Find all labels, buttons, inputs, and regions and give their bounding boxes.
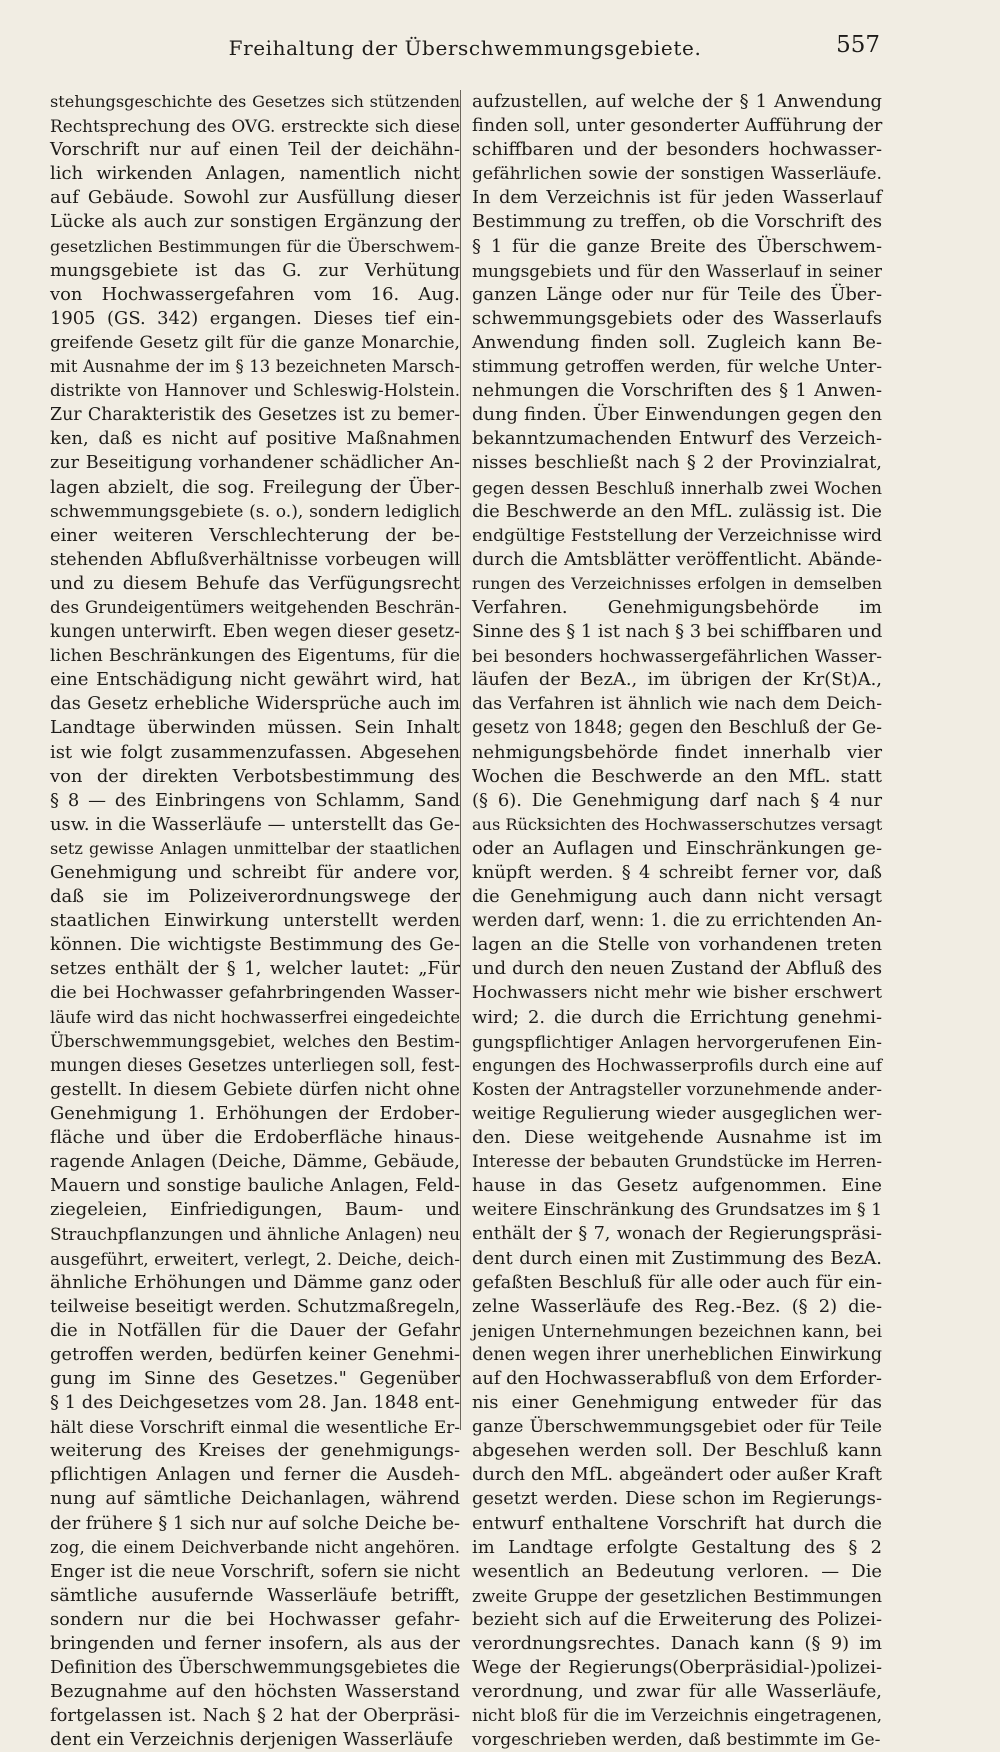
page-header bbox=[50, 32, 880, 72]
text-line: den. Diese weitgehende Ausnahme ist im bbox=[472, 1127, 882, 1149]
text-line: mungsgebiete ist das G. zur Verhütung bbox=[50, 259, 460, 281]
text-line: nung auf sämtliche Deichanlagen, während bbox=[50, 1488, 460, 1510]
text-line: enthält der § 7, wonach der Regierungspräsi- bbox=[472, 1224, 882, 1245]
text-line: Strauchpflanzungen und ähnliche Anlagen) neu bbox=[50, 1224, 460, 1245]
text-line: kungen unterwirft. Eben wegen dieser gesetz- bbox=[50, 622, 460, 643]
text-line: hält diese Vorschrift einmal die wesentliche Er- bbox=[50, 1417, 460, 1438]
text-line: bekanntzumachenden Entwurf des Verzeich- bbox=[472, 428, 882, 450]
text-line: bringenden und ferner insofern, als aus der bbox=[50, 1633, 460, 1654]
text-line: teilweise beseitigt werden. Schutzmaßregeln, bbox=[50, 1296, 461, 1317]
text-line: Rechtsprechung des OVG. erstreckte sich diese bbox=[50, 116, 460, 137]
page-number: 557 bbox=[836, 32, 880, 58]
text-line: verordnungsrechtes. Danach kann (§ 9) im bbox=[472, 1633, 882, 1654]
text-line: Definition des Überschwemmungsgebietes die bbox=[50, 1658, 461, 1679]
text-line: und zu diesem Behufe das Verfügungsrecht bbox=[50, 572, 460, 594]
text-line: Anwendung finden soll. Zugleich kann Be- bbox=[472, 331, 882, 353]
text-line: nicht bloß für die im Verzeichnis eingetragenen, bbox=[472, 1706, 882, 1726]
text-line: lichen Beschränkungen des Eigentums, für die bbox=[50, 646, 460, 667]
text-line: Verfahren. Genehmigungsbehörde im bbox=[472, 596, 882, 618]
text-line: ken, daß es nicht auf positive Maßnahmen bbox=[50, 428, 460, 450]
text-line: greifende Gesetz gilt für die ganze Monarchie, bbox=[50, 332, 460, 353]
text-line: getroffen werden, bedürfen keiner Genehmi- bbox=[50, 1343, 460, 1365]
text-line: Kosten der Antragsteller vorzunehmende ander- bbox=[472, 1079, 882, 1099]
text-line: verordnung, und zwar für alle Wasserläufe, bbox=[472, 1681, 882, 1703]
text-line: engungen des Hochwasserprofils durch eine auf bbox=[472, 1055, 882, 1075]
text-line: ziegeleien, Einfriedigungen, Baum- und bbox=[50, 1199, 460, 1221]
text-line: mungsgebiets und für den Wasserlauf in seiner bbox=[472, 260, 882, 281]
text-line: mungen dieses Gesetzes unterliegen soll, fest- bbox=[50, 1055, 460, 1076]
text-line: die bei Hochwasser gefahrbringenden Wasser- bbox=[50, 983, 460, 1004]
text-line: Wochen die Beschwerde an den MfL. statt bbox=[472, 765, 882, 787]
text-line: zelne Wasserläufe des Reg.-Bez. (§ 2) die- bbox=[472, 1295, 882, 1317]
text-line: Vorschrift nur auf einen Teil der deichähn- bbox=[50, 139, 460, 161]
text-line: von Hochwassergefahren vom 16. Aug. bbox=[50, 283, 460, 305]
text-line: Mauern und sonstige bauliche Anlagen, Feld- bbox=[50, 1176, 460, 1197]
text-line: setzes enthält der § 1, welcher lautet: „Für bbox=[50, 958, 460, 980]
text-line: der frühere § 1 sich nur auf solche Deiche be- bbox=[50, 1513, 460, 1534]
text-line: ist wie folgt zusammenzufassen. Abgesehen bbox=[50, 741, 460, 763]
text-line: finden soll, unter gesonderter Aufführung der bbox=[472, 116, 883, 137]
text-line: im Landtage erfolgte Gestaltung des § 2 bbox=[472, 1536, 882, 1558]
text-line: gungspflichtiger Anlagen hervorgerufenen Ein- bbox=[472, 1031, 882, 1052]
text-line: schiffbaren und der besonders hochwasser- bbox=[472, 139, 882, 161]
text-line: auf Gebäude. Sowohl zur Ausfüllung dieser bbox=[50, 187, 460, 209]
right-column bbox=[472, 90, 882, 1752]
text-line: Sinne des § 1 ist nach § 3 bei schiffbaren und bbox=[472, 621, 883, 643]
column-divider bbox=[460, 90, 461, 1430]
text-line: fortgelassen ist. Nach § 2 hat der Oberpräsi- bbox=[50, 1705, 460, 1727]
text-line: Interesse der bebauten Grundstücke im Herren- bbox=[472, 1152, 882, 1172]
text-line: knüpft werden. § 4 schreibt ferner vor, daß bbox=[472, 862, 882, 883]
running-title: Freihaltung der Überschwemmungsgebiete. bbox=[228, 36, 702, 60]
text-line: und durch den neuen Zustand der Abfluß des bbox=[472, 959, 882, 980]
text-line: Bezugnahme auf den höchsten Wasserstand bbox=[50, 1681, 460, 1703]
text-line: gesetzt werden. Diese schon im Regierungs- bbox=[472, 1488, 882, 1510]
text-line: des Grundeigentümers weitgehenden Beschrän- bbox=[50, 597, 460, 617]
text-line: zweite Gruppe der gesetzlichen Bestimmungen bbox=[472, 1585, 882, 1606]
text-line: hause in das Gesetz aufgenommen. Eine bbox=[472, 1175, 882, 1197]
text-line: schwemmungsgebiete (s. o.), sondern lediglich bbox=[50, 501, 460, 522]
text-line: gefährlichen sowie der sonstigen Wasserläufe. bbox=[472, 164, 882, 185]
text-line: vorgeschrieben werden, daß bestimmte im Ge- bbox=[472, 1730, 881, 1751]
text-line: dung finden. Über Einwendungen gegen den bbox=[472, 404, 882, 426]
text-line: staatlichen Einwirkung unterstellt werden bbox=[50, 910, 460, 932]
text-line: wird; 2. die durch die Errichtung genehmi- bbox=[472, 1006, 882, 1028]
text-line: Überschwemmungsgebiet, welches den Bestim- bbox=[50, 1031, 460, 1051]
text-line: nis einer Genehmigung entweder für das bbox=[472, 1392, 882, 1414]
text-line: ausgeführt, erweitert, verlegt, 2. Deiche, deich- bbox=[50, 1248, 460, 1269]
text-line: nehmungen die Vorschriften des § 1 Anwen- bbox=[472, 380, 882, 402]
text-line: einer weiteren Verschlechterung der be- bbox=[50, 524, 460, 546]
text-line: von der direkten Verbotsbestimmung des bbox=[50, 765, 460, 787]
text-line: gesetzlichen Bestimmungen für die Überschwem- bbox=[50, 236, 460, 256]
text-line: Wege der Regierungs(Oberpräsidial-)polizei- bbox=[472, 1657, 882, 1679]
text-line: Lücke als auch zur sonstigen Ergänzung der bbox=[50, 211, 460, 233]
text-line: auf den Hochwasserabfluß von dem Erforder- bbox=[472, 1368, 882, 1389]
text-line: lich wirkenden Anlagen, namentlich nicht bbox=[50, 163, 460, 185]
text-line: § 1 für die ganze Breite des Überschwem- bbox=[472, 235, 882, 257]
text-line: Genehmigung 1. Erhöhungen der Erdober- bbox=[50, 1102, 460, 1124]
text-line: nisses beschließt nach § 2 der Provinzialrat, bbox=[472, 452, 882, 474]
text-line: eine Entschädigung nicht gewährt wird, hat bbox=[50, 669, 460, 691]
text-line: wesentlich an Bedeutung verloren. — Die bbox=[472, 1560, 882, 1582]
text-line: die Genehmigung auch dann nicht versagt bbox=[472, 886, 882, 908]
text-line: können. Die wichtigste Bestimmung des Ge- bbox=[50, 934, 460, 956]
text-line: ähnliche Erhöhungen und Dämme ganz oder bbox=[50, 1271, 460, 1293]
text-line: zur Beseitigung vorhandener schädlicher An- bbox=[50, 453, 460, 474]
text-line: bei besonders hochwassergefährlichen Wasser- bbox=[472, 646, 882, 667]
text-line: das Gesetz erhebliche Widersprüche auch im bbox=[50, 694, 460, 715]
text-line: (§ 6). Die Genehmigung darf nach § 4 nur bbox=[472, 789, 882, 811]
text-line: gestellt. In diesem Gebiete dürfen nicht ohne bbox=[50, 1079, 460, 1100]
text-line: stehenden Abflußverhältnisse vorbeugen will bbox=[50, 549, 460, 570]
text-line: stimmung getroffen werden, für welche Unter- bbox=[472, 357, 882, 378]
text-line: § 1 des Deichgesetzes vom 28. Jan. 1848 ent- bbox=[50, 1392, 460, 1414]
text-line: rungen des Verzeichnisses erfolgen in demselben bbox=[472, 573, 882, 593]
text-line: dent ein Verzeichnis derjenigen Wasserläufe bbox=[50, 1729, 454, 1751]
text-line: oder an Auflagen und Einschränkungen ge- bbox=[472, 837, 882, 859]
text-line: usw. in die Wasserläufe — unterstellt das Ge- bbox=[50, 813, 460, 835]
text-line: daß sie im Polizeiverordnungswege der bbox=[50, 886, 460, 908]
text-line: lagen abzielt, die sog. Freilegung der Über- bbox=[50, 476, 460, 498]
text-line: mit Ausnahme der im § 13 bezeichneten Marsch- bbox=[50, 357, 460, 377]
text-line: gesetz von 1848; gegen den Beschluß der Ge- bbox=[472, 718, 882, 739]
text-line: sondern nur die bei Hochwasser gefahr- bbox=[50, 1608, 460, 1630]
text-line: fläche und über die Erdoberfläche hinaus- bbox=[50, 1127, 460, 1149]
left-column bbox=[50, 90, 460, 1752]
text-line: werden darf, wenn: 1. die zu errichtenden An- bbox=[472, 911, 882, 932]
text-line: aufzustellen, auf welche der § 1 Anwendung bbox=[472, 91, 882, 112]
text-line: pflichtigen Anlagen und ferner die Ausdeh- bbox=[50, 1464, 460, 1486]
text-line: gefaßten Beschluß für alle oder auch für ein- bbox=[472, 1271, 882, 1293]
text-line: gegen dessen Beschluß innerhalb zwei Wochen bbox=[472, 477, 882, 498]
text-line: läufe wird das nicht hochwasserfrei eingedeichte bbox=[50, 1007, 461, 1027]
text-line: ganzen Länge oder nur für Teile des Über- bbox=[472, 283, 882, 305]
text-line: § 8 — des Einbringens von Schlamm, Sand bbox=[50, 789, 460, 811]
text-line: ganze Überschwemmungsgebiet oder für Teile bbox=[472, 1417, 882, 1438]
text-line: jenigen Unternehmungen bezeichnen kann, bei bbox=[472, 1320, 882, 1341]
text-line: Zur Charakteristik des Gesetzes ist zu bemer- bbox=[50, 405, 460, 426]
text-line: distrikte von Hannover und Schleswig-Holstein. bbox=[50, 381, 460, 401]
text-line: durch die Amtsblätter veröffentlicht. Abände- bbox=[472, 549, 882, 570]
text-line: gung im Sinne des Gesetzes." Gegenüber bbox=[50, 1367, 460, 1389]
text-line: Hochwassers nicht mehr wie bisher erschwert bbox=[472, 983, 882, 1004]
text-line: stehungsgeschichte des Gesetzes sich stützenden bbox=[50, 92, 460, 111]
text-line: Genehmigung und schreibt für andere vor, bbox=[50, 862, 460, 883]
text-line: das Verfahren ist ähnlich wie nach dem Deich- bbox=[472, 694, 882, 715]
text-line: bezieht sich auf die Erweiterung des Polizei- bbox=[472, 1608, 882, 1630]
text-line: Enger ist die neue Vorschrift, sofern sie nicht bbox=[50, 1561, 460, 1582]
text-line: endgültige Feststellung der Verzeichnisse wird bbox=[472, 525, 882, 546]
text-line: dent durch einen mit Zustimmung des BezA. bbox=[472, 1247, 882, 1269]
text-line: nehmigungsbehörde findet innerhalb vier bbox=[472, 741, 882, 763]
text-line: schwemmungsgebiets oder des Wasserlaufs bbox=[472, 307, 882, 329]
text-line: Landtage überwinden müssen. Sein Inhalt bbox=[50, 717, 460, 739]
text-line: Bestimmung zu treffen, ob die Vorschrift des bbox=[472, 211, 882, 233]
text-line: ragende Anlagen (Deiche, Dämme, Gebäude, bbox=[50, 1151, 460, 1173]
text-line: setz gewisse Anlagen unmittelbar der staatlichen bbox=[50, 838, 460, 858]
text-line: läufen der BezA., im übrigen der Kr(St)A., bbox=[472, 669, 882, 691]
text-line: aus Rücksichten des Hochwasserschutzes versagt bbox=[472, 814, 883, 834]
text-line: denen wegen ihrer unerheblichen Einwirkung bbox=[472, 1344, 882, 1365]
text-line: 1905 (GS. 342) ergangen. Dieses tief ein- bbox=[50, 307, 460, 329]
text-line: lagen an die Stelle von vorhandenen treten bbox=[472, 934, 882, 956]
text-line: weitere Einschränkung des Grundsatzes im § 1 bbox=[472, 1200, 882, 1221]
text-line: durch den MfL. abgeändert oder außer Kraft bbox=[472, 1464, 882, 1486]
text-line: die in Notfällen für die Dauer der Gefahr bbox=[50, 1319, 460, 1341]
text-line: entwurf enthaltene Vorschrift hat durch die bbox=[472, 1512, 882, 1534]
text-line: zog, die einem Deichverbande nicht angehören. bbox=[50, 1537, 460, 1557]
text-line: die Beschwerde an den MfL. zulässig ist. Die bbox=[472, 500, 882, 522]
text-line: weitige Regulierung wieder ausgeglichen wer- bbox=[472, 1103, 882, 1124]
text-line: weiterung des Kreises der genehmigungs- bbox=[50, 1440, 460, 1462]
text-line: abgesehen werden soll. Der Beschluß kann bbox=[472, 1440, 882, 1462]
text-line: In dem Verzeichnis ist für jeden Wasserlauf bbox=[472, 187, 882, 209]
text-line: sämtliche ausufernde Wasserläufe betrifft, bbox=[50, 1584, 460, 1606]
